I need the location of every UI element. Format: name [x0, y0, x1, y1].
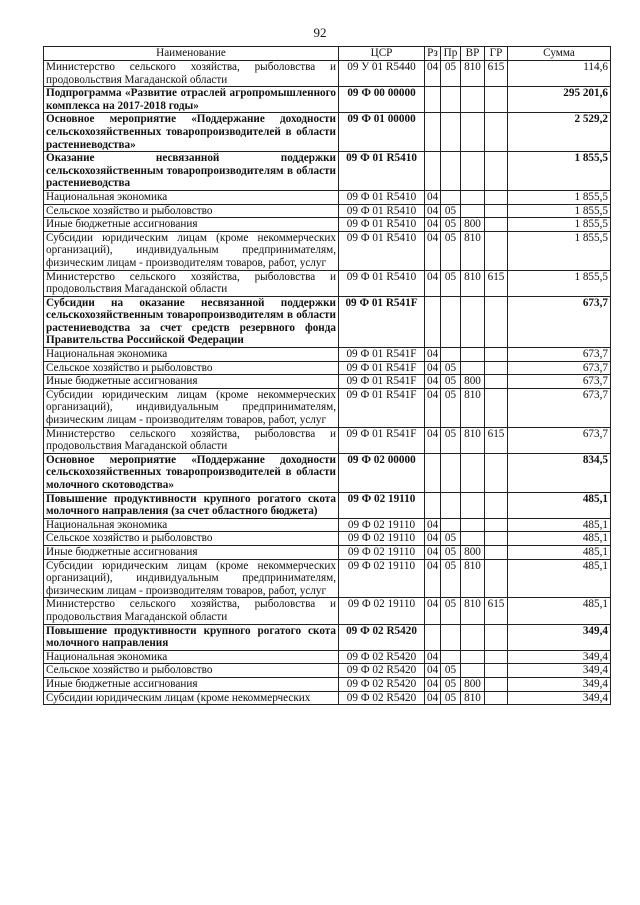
cell-name: Сельское хозяйство и рыболовство: [44, 204, 339, 218]
cell-gr: [485, 677, 508, 691]
cell-name: Сельское хозяйство и рыболовство: [44, 664, 339, 678]
cell-pr: 05: [441, 218, 461, 232]
table-row: [44, 545, 611, 559]
cell-vr: [461, 518, 485, 532]
cell-gr: [485, 664, 508, 678]
cell-csr: 09 У 01 R5440: [339, 61, 425, 87]
cell-gr: [485, 348, 508, 362]
cell-rz: 04: [425, 218, 441, 232]
cell-pr: [441, 113, 461, 152]
cell-gr: 615: [485, 270, 508, 296]
cell-csr: 09 Ф 02 19110: [339, 518, 425, 532]
cell-gr: [485, 691, 508, 705]
cell-rz: [425, 492, 441, 518]
cell-sum: 349,4: [508, 677, 611, 691]
cell-vr: [461, 87, 485, 113]
cell-sum: 673,7: [508, 427, 611, 453]
cell-csr: 09 Ф 01 00000: [339, 113, 425, 152]
cell-csr: 09 Ф 01 R541F: [339, 296, 425, 347]
cell-name: Национальная экономика: [44, 348, 339, 362]
cell-name: Национальная экономика: [44, 518, 339, 532]
table-row: [44, 296, 611, 347]
cell-vr: [461, 204, 485, 218]
cell-csr: 09 Ф 01 R541F: [339, 348, 425, 362]
cell-gr: [485, 361, 508, 375]
cell-csr: 09 Ф 01 R5410: [339, 152, 425, 191]
cell-gr: [485, 492, 508, 518]
cell-csr: 09 Ф 01 R5410: [339, 204, 425, 218]
cell-name: Иные бюджетные ассигнования: [44, 677, 339, 691]
cell-gr: [485, 375, 508, 389]
table-row: [44, 492, 611, 518]
cell-csr: 09 Ф 02 19110: [339, 545, 425, 559]
cell-csr: 09 Ф 01 R541F: [339, 388, 425, 427]
cell-rz: 04: [425, 598, 441, 624]
cell-gr: [485, 650, 508, 664]
cell-name: Иные бюджетные ассигнования: [44, 218, 339, 232]
cell-name: Субсидии юридическим лицам (кроме некоммерческих организаций), индивидуальным предпринимателям, физическим лицам - производителям товаров, работ, услуг: [44, 559, 339, 598]
cell-vr: [461, 348, 485, 362]
page-number: 92: [313, 25, 327, 40]
cell-sum: 673,7: [508, 296, 611, 347]
table-row: [44, 87, 611, 113]
cell-csr: 09 Ф 02 19110: [339, 492, 425, 518]
cell-vr: 800: [461, 545, 485, 559]
table-row: [44, 152, 611, 191]
cell-sum: 349,4: [508, 624, 611, 650]
header-vr: ВР: [461, 47, 485, 61]
cell-pr: 05: [441, 559, 461, 598]
cell-csr: 09 Ф 02 00000: [339, 453, 425, 492]
header-pr: Пр: [441, 47, 461, 61]
cell-csr: 09 Ф 02 R5420: [339, 677, 425, 691]
cell-name: Оказание несвязанной поддержки сельскохозяйственным товаропроизводителям в области растениеводства: [44, 152, 339, 191]
cell-gr: [485, 388, 508, 427]
table-row: [44, 664, 611, 678]
cell-pr: 05: [441, 388, 461, 427]
cell-csr: 09 Ф 01 R5410: [339, 231, 425, 270]
cell-gr: [485, 204, 508, 218]
table-row: [44, 190, 611, 204]
cell-gr: [485, 218, 508, 232]
cell-name: Основное мероприятие «Поддержание доходности сельскохозяйственных товаропроизводителей в области молочного скотоводства»: [44, 453, 339, 492]
cell-csr: 09 Ф 02 R5420: [339, 624, 425, 650]
table-row: [44, 624, 611, 650]
table-header-row: [44, 47, 611, 61]
cell-name: Сельское хозяйство и рыболовство: [44, 361, 339, 375]
header-sum: Сумма: [508, 47, 611, 61]
cell-name: Подпрограмма «Развитие отраслей агропромышленного комплекса на 2017-2018 годы»: [44, 87, 339, 113]
table-row: [44, 375, 611, 389]
cell-pr: [441, 348, 461, 362]
cell-sum: 295 201,6: [508, 87, 611, 113]
cell-sum: 834,5: [508, 453, 611, 492]
cell-pr: 05: [441, 375, 461, 389]
table-row: [44, 270, 611, 296]
cell-rz: 04: [425, 231, 441, 270]
cell-gr: [485, 231, 508, 270]
cell-rz: 04: [425, 204, 441, 218]
cell-pr: [441, 624, 461, 650]
cell-sum: 1 855,5: [508, 204, 611, 218]
cell-gr: [485, 532, 508, 546]
cell-vr: 810: [461, 388, 485, 427]
budget-table: [43, 46, 611, 705]
cell-vr: 810: [461, 231, 485, 270]
table-row: [44, 677, 611, 691]
cell-pr: 05: [441, 361, 461, 375]
table-row: [44, 348, 611, 362]
table-row: [44, 453, 611, 492]
cell-name: Субсидии юридическим лицам (кроме некоммерческих организаций), индивидуальным предпринимателям, физическим лицам - производителям товаров, работ, услуг: [44, 231, 339, 270]
cell-rz: 04: [425, 518, 441, 532]
header-csr: ЦСР: [339, 47, 425, 61]
cell-rz: 04: [425, 270, 441, 296]
cell-vr: [461, 532, 485, 546]
cell-sum: 673,7: [508, 348, 611, 362]
cell-vr: 810: [461, 559, 485, 598]
cell-rz: 04: [425, 691, 441, 705]
cell-pr: 05: [441, 61, 461, 87]
table-row: [44, 231, 611, 270]
cell-vr: 800: [461, 375, 485, 389]
cell-sum: 673,7: [508, 388, 611, 427]
table-row: [44, 113, 611, 152]
cell-name: Министерство сельского хозяйства, рыболовства и продовольствия Магаданской области: [44, 427, 339, 453]
cell-pr: 05: [441, 532, 461, 546]
cell-csr: 09 Ф 02 R5420: [339, 691, 425, 705]
cell-rz: 04: [425, 190, 441, 204]
cell-csr: 09 Ф 01 R5410: [339, 218, 425, 232]
cell-vr: [461, 296, 485, 347]
table-row: [44, 218, 611, 232]
cell-sum: 673,7: [508, 361, 611, 375]
table-row: [44, 61, 611, 87]
table-body: [44, 61, 611, 705]
cell-sum: 485,1: [508, 545, 611, 559]
cell-sum: 349,4: [508, 664, 611, 678]
cell-sum: 114,6: [508, 61, 611, 87]
table-row: [44, 204, 611, 218]
cell-name: Министерство сельского хозяйства, рыболовства и продовольствия Магаданской области: [44, 598, 339, 624]
cell-rz: 04: [425, 427, 441, 453]
cell-rz: 04: [425, 61, 441, 87]
cell-vr: [461, 113, 485, 152]
cell-csr: 09 Ф 01 R541F: [339, 361, 425, 375]
cell-pr: [441, 453, 461, 492]
cell-pr: [441, 650, 461, 664]
cell-sum: 349,4: [508, 650, 611, 664]
cell-sum: 1 855,5: [508, 231, 611, 270]
cell-name: Субсидии на оказание несвязанной поддержки сельскохозяйственным товаропроизводителям в области растениеводства за счет средств резервного фонда Правительства Российской Федерации: [44, 296, 339, 347]
cell-vr: 800: [461, 677, 485, 691]
cell-vr: [461, 361, 485, 375]
cell-vr: [461, 492, 485, 518]
cell-pr: 05: [441, 270, 461, 296]
cell-sum: 673,7: [508, 375, 611, 389]
header-rz: Рз: [425, 47, 441, 61]
cell-rz: 04: [425, 677, 441, 691]
cell-vr: 810: [461, 61, 485, 87]
cell-name: Иные бюджетные ассигнования: [44, 375, 339, 389]
cell-pr: 05: [441, 664, 461, 678]
cell-gr: [485, 545, 508, 559]
cell-rz: [425, 453, 441, 492]
cell-name: Основное мероприятие «Поддержание доходности сельскохозяйственных товаропроизводителей в области растениеводства»: [44, 113, 339, 152]
cell-csr: 09 Ф 00 00000: [339, 87, 425, 113]
cell-name: Субсидии юридическим лицам (кроме некоммерческих: [44, 691, 339, 705]
cell-name: Сельское хозяйство и рыболовство: [44, 532, 339, 546]
cell-pr: [441, 518, 461, 532]
cell-csr: 09 Ф 01 R541F: [339, 427, 425, 453]
cell-gr: [485, 87, 508, 113]
cell-pr: 05: [441, 204, 461, 218]
cell-name: Национальная экономика: [44, 650, 339, 664]
cell-sum: 2 529,2: [508, 113, 611, 152]
cell-gr: [485, 518, 508, 532]
table-row: [44, 532, 611, 546]
cell-vr: [461, 664, 485, 678]
cell-rz: 04: [425, 361, 441, 375]
cell-vr: 810: [461, 598, 485, 624]
cell-gr: [485, 453, 508, 492]
table-row: [44, 518, 611, 532]
cell-pr: 05: [441, 598, 461, 624]
cell-vr: [461, 152, 485, 191]
cell-vr: 800: [461, 218, 485, 232]
cell-pr: [441, 152, 461, 191]
cell-vr: 810: [461, 691, 485, 705]
cell-csr: 09 Ф 02 19110: [339, 532, 425, 546]
cell-rz: 04: [425, 545, 441, 559]
cell-rz: 04: [425, 375, 441, 389]
cell-rz: 04: [425, 650, 441, 664]
cell-sum: 485,1: [508, 598, 611, 624]
cell-pr: 05: [441, 691, 461, 705]
cell-rz: 04: [425, 532, 441, 546]
cell-pr: 05: [441, 545, 461, 559]
cell-rz: 04: [425, 664, 441, 678]
cell-gr: [485, 152, 508, 191]
cell-rz: 04: [425, 559, 441, 598]
table-row: [44, 650, 611, 664]
cell-name: Субсидии юридическим лицам (кроме некоммерческих организаций), индивидуальным предпринимателям, физическим лицам - производителям товаров, работ, услуг: [44, 388, 339, 427]
cell-sum: 349,4: [508, 691, 611, 705]
cell-name: Министерство сельского хозяйства, рыболовства и продовольствия Магаданской области: [44, 61, 339, 87]
cell-csr: 09 Ф 02 19110: [339, 559, 425, 598]
table-row: [44, 691, 611, 705]
cell-vr: [461, 650, 485, 664]
cell-csr: 09 Ф 01 R5410: [339, 190, 425, 204]
cell-pr: [441, 492, 461, 518]
cell-vr: [461, 190, 485, 204]
cell-rz: 04: [425, 348, 441, 362]
cell-name: Повышение продуктивности крупного рогатого скота молочного направления (за счет областного бюджета): [44, 492, 339, 518]
cell-rz: [425, 152, 441, 191]
cell-pr: 05: [441, 677, 461, 691]
cell-sum: 485,1: [508, 492, 611, 518]
cell-rz: [425, 113, 441, 152]
cell-csr: 09 Ф 02 R5420: [339, 664, 425, 678]
table-row: [44, 388, 611, 427]
cell-rz: [425, 296, 441, 347]
cell-vr: [461, 624, 485, 650]
table-row: [44, 559, 611, 598]
header-gr: ГР: [485, 47, 508, 61]
cell-pr: 05: [441, 427, 461, 453]
cell-csr: 09 Ф 01 R5410: [339, 270, 425, 296]
cell-sum: 1 855,5: [508, 152, 611, 191]
cell-vr: [461, 453, 485, 492]
cell-rz: [425, 87, 441, 113]
cell-csr: 09 Ф 01 R541F: [339, 375, 425, 389]
cell-pr: [441, 87, 461, 113]
cell-gr: [485, 559, 508, 598]
cell-name: Повышение продуктивности крупного рогатого скота молочного направления: [44, 624, 339, 650]
cell-gr: 615: [485, 61, 508, 87]
cell-pr: [441, 190, 461, 204]
cell-sum: 485,1: [508, 532, 611, 546]
cell-sum: 1 855,5: [508, 218, 611, 232]
table-row: [44, 427, 611, 453]
cell-gr: [485, 190, 508, 204]
cell-name: Министерство сельского хозяйства, рыболовства и продовольствия Магаданской области: [44, 270, 339, 296]
cell-sum: 485,1: [508, 518, 611, 532]
cell-csr: 09 Ф 02 19110: [339, 598, 425, 624]
cell-sum: 485,1: [508, 559, 611, 598]
header-name: Наименование: [44, 47, 339, 61]
cell-sum: 1 855,5: [508, 270, 611, 296]
cell-csr: 09 Ф 02 R5420: [339, 650, 425, 664]
cell-gr: [485, 113, 508, 152]
cell-rz: 04: [425, 388, 441, 427]
cell-name: Национальная экономика: [44, 190, 339, 204]
cell-pr: 05: [441, 231, 461, 270]
cell-rz: [425, 624, 441, 650]
cell-gr: [485, 624, 508, 650]
cell-gr: [485, 296, 508, 347]
cell-pr: [441, 296, 461, 347]
cell-vr: 810: [461, 270, 485, 296]
cell-sum: 1 855,5: [508, 190, 611, 204]
cell-vr: 810: [461, 427, 485, 453]
cell-gr: 615: [485, 598, 508, 624]
table-row: [44, 361, 611, 375]
cell-gr: 615: [485, 427, 508, 453]
table-row: [44, 598, 611, 624]
cell-name: Иные бюджетные ассигнования: [44, 545, 339, 559]
